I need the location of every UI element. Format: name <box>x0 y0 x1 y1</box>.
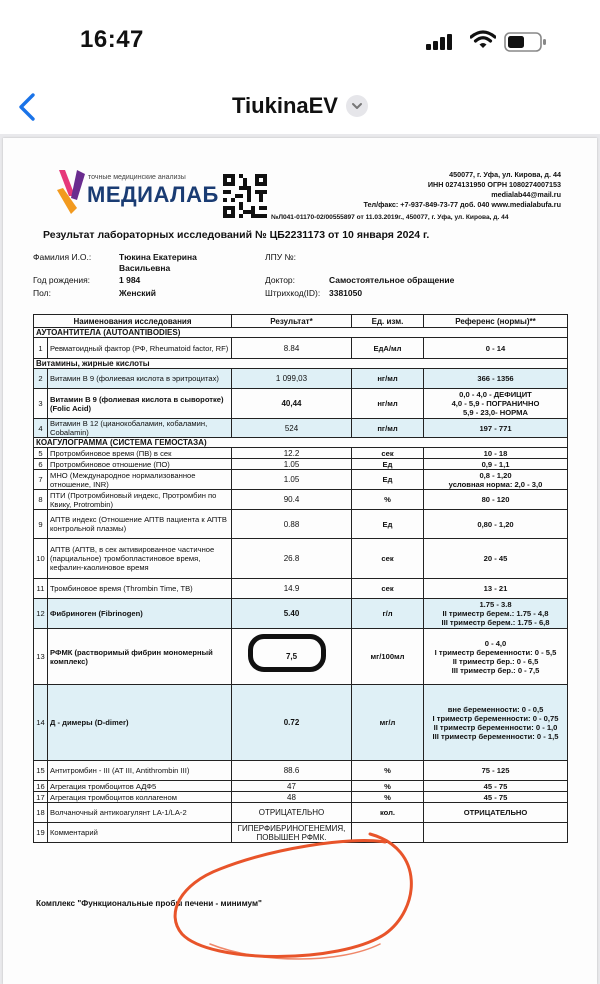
test-unit: г/л <box>352 599 424 629</box>
lab-address: 450077, г. Уфа, ул. Кирова, д. 44 <box>449 170 561 179</box>
table-row <box>34 803 568 823</box>
test-result: 1.05 <box>232 470 352 490</box>
test-name: Агрегация тромбоцитов коллагеном <box>48 792 232 803</box>
orange-marker-circle <box>170 824 430 974</box>
navigation-bar <box>0 80 600 134</box>
test-unit: сек <box>352 539 424 579</box>
row-number: 4 <box>34 419 48 438</box>
wifi-icon <box>470 30 496 50</box>
test-reference: 0,0 - 4,0 - ДЕФИЦИТ 4,0 - 5,9 - ПОГРАНИЧНО 5,9 - 23,0- НОРМА <box>424 389 568 419</box>
test-result: 7,5 <box>232 629 352 685</box>
lab-license: №Л041-01170-02/00555897 от 11.03.2019г., 450077, г. Уфа, ул. Кирова, д. 44 <box>271 214 509 221</box>
test-name: АПТВ (АПТВ, в сек активированное частичное (парциальное) тромбопластиновое время, кефалин-каолиновое время <box>48 539 232 579</box>
doctor-value: Самостоятельное обращение <box>329 275 455 285</box>
table-row <box>34 510 568 539</box>
test-reference: 10 - 18 <box>424 448 568 459</box>
col-header-unit: Ед. изм. <box>352 315 424 328</box>
table-row <box>34 579 568 599</box>
sex-label: Пол: <box>33 288 51 298</box>
row-number: 13 <box>34 629 48 685</box>
test-result: 88.6 <box>232 761 352 781</box>
test-name: Фибриноген (Fibrinogen) <box>48 599 232 629</box>
fio-label: Фамилия И.О.: <box>33 252 92 262</box>
test-reference: 0,8 - 1,20 условная норма: 2,0 - 3,0 <box>424 470 568 490</box>
col-header-name: Наименования исследования <box>34 315 232 328</box>
row-number: 5 <box>34 448 48 459</box>
barcode-label: Штрихкод(ID): <box>265 288 321 298</box>
test-reference: 75 - 125 <box>424 761 568 781</box>
test-unit: кол. <box>352 803 424 823</box>
test-unit: сек <box>352 448 424 459</box>
qr-code-icon <box>223 174 267 218</box>
test-reference: вне беременности: 0 - 0,5 I триместр беременности: 0 - 0,75 II триместр беременности: 0 - 1,0 III триместр беременности: 0 - 1,5 <box>424 685 568 761</box>
row-number: 11 <box>34 579 48 599</box>
row-number: 1 <box>34 338 48 359</box>
doctor-label: Доктор: <box>265 275 296 285</box>
brand-name: МЕДИАЛАБ <box>87 182 219 207</box>
test-reference: 1.75 - 3.8 II триместр берем.: 1.75 - 4,8 III триместр берем.: 1.75 - 6,8 <box>424 599 568 629</box>
test-reference: 0 - 14 <box>424 338 568 359</box>
section-vitamins: Витамины, жирные кислоты <box>34 359 568 369</box>
year-label: Год рождения: <box>33 275 91 285</box>
test-reference: 20 - 45 <box>424 539 568 579</box>
test-unit: Ед <box>352 459 424 470</box>
test-reference: 45 - 75 <box>424 792 568 803</box>
test-result: 0.72 <box>232 685 352 761</box>
test-name: МНО (Международное нормализованное отношение, INR) <box>48 470 232 490</box>
table-row <box>34 369 568 389</box>
status-time: 16:47 <box>80 26 144 53</box>
table-row <box>34 792 568 803</box>
test-unit: сек <box>352 579 424 599</box>
test-unit: нг/мл <box>352 389 424 419</box>
test-result: ОТРИЦАТЕЛЬНО <box>232 803 352 823</box>
row-number: 17 <box>34 792 48 803</box>
fio-value-2: Васильевна <box>119 263 171 273</box>
test-result: 40,44 <box>232 389 352 419</box>
test-name: ПТИ (Протромбиновый индекс, Протромбин по Квику, Protrombin) <box>48 490 232 510</box>
table-row <box>34 490 568 510</box>
test-name: Витамин В 9 (фолиевая кислота в эритроцитах) <box>48 369 232 389</box>
battery-icon <box>504 32 548 52</box>
row-number: 15 <box>34 761 48 781</box>
test-result: 1.05 <box>232 459 352 470</box>
test-name: Протромбиновое отношение (ПО) <box>48 459 232 470</box>
row-number: 10 <box>34 539 48 579</box>
test-name: Волчаночный антикоагулянт LA-1/LA-2 <box>48 803 232 823</box>
test-unit: ЕдА/мл <box>352 338 424 359</box>
test-result: 5.40 <box>232 599 352 629</box>
table-row <box>34 599 568 629</box>
test-reference: ОТРИЦАТЕЛЬНО <box>424 803 568 823</box>
lab-phone: Тел/факс: +7-937-849-73-77 доб. 040 www.medialabufa.ru <box>363 200 561 209</box>
lab-inn: ИНН 0274131950 ОГРН 1080274007153 <box>427 180 561 189</box>
table-header <box>34 315 568 328</box>
test-name: Комментарий <box>48 823 232 843</box>
test-result: 47 <box>232 781 352 792</box>
table-row <box>34 781 568 792</box>
row-number: 7 <box>34 470 48 490</box>
test-reference: 366 - 1356 <box>424 369 568 389</box>
fio-value: Тюкина Екатерина <box>119 252 197 262</box>
test-reference: 80 - 120 <box>424 490 568 510</box>
test-unit: мг/100мл <box>352 629 424 685</box>
test-unit: % <box>352 792 424 803</box>
row-number: 8 <box>34 490 48 510</box>
signal-icon <box>426 34 454 50</box>
test-unit: Ед <box>352 510 424 539</box>
test-reference: 0 - 4,0 I триместр беременности: 0 - 5,5 II триместр бер.: 0 - 6,5 III триместр бер.: 0 - 7,5 <box>424 629 568 685</box>
table-row <box>34 389 568 419</box>
test-result: 1 099,03 <box>232 369 352 389</box>
test-reference: 0,80 - 1,20 <box>424 510 568 539</box>
test-name: Протромбиновое время (ПВ) в сек <box>48 448 232 459</box>
test-result: ГИПЕРФИБРИНОГЕНЕМИЯ, ПОВЫШЕН РФМК. <box>232 823 352 843</box>
test-result: 90.4 <box>232 490 352 510</box>
col-header-reference: Референс (нормы)** <box>424 315 568 328</box>
table-row <box>34 685 568 761</box>
table-row <box>34 761 568 781</box>
test-unit: % <box>352 781 424 792</box>
table-row <box>34 419 568 438</box>
test-result: 26.8 <box>232 539 352 579</box>
test-reference: 197 - 771 <box>424 419 568 438</box>
chevron-down-icon[interactable] <box>346 95 368 117</box>
test-result: 14.9 <box>232 579 352 599</box>
test-unit: % <box>352 490 424 510</box>
test-name: Антитромбин - III (AT III, Antithrombin III) <box>48 761 232 781</box>
test-unit: Ед <box>352 470 424 490</box>
section-coagulogram: КОАГУЛОГРАММА (СИСТЕМА ГЕМОСТАЗА) <box>34 438 568 448</box>
lab-contacts <box>363 170 561 210</box>
row-number: 19 <box>34 823 48 843</box>
conversation-title[interactable] <box>0 92 600 119</box>
test-reference: 13 - 21 <box>424 579 568 599</box>
section-autoantibodies: АУТОАНТИТЕЛА (AUTOANTIBODIES) <box>34 328 568 338</box>
barcode-value: 3381050 <box>329 288 363 298</box>
black-marker-circle <box>248 634 326 672</box>
test-reference <box>424 823 568 843</box>
status-bar <box>0 0 600 80</box>
sex-value: Женский <box>119 288 156 298</box>
test-reference: 45 - 75 <box>424 781 568 792</box>
test-unit: пг/мл <box>352 419 424 438</box>
test-result: 8.84 <box>232 338 352 359</box>
test-name: Д - димеры (D-dimer) <box>48 685 232 761</box>
results-table <box>33 314 568 843</box>
row-number: 2 <box>34 369 48 389</box>
test-name: Агрегация тромбоцитов АДФ5 <box>48 781 232 792</box>
row-number: 3 <box>34 389 48 419</box>
row-number: 16 <box>34 781 48 792</box>
brand-tagline: точные медицинские анализы <box>88 174 186 181</box>
test-result: 48 <box>232 792 352 803</box>
table-row <box>34 338 568 359</box>
row-number: 14 <box>34 685 48 761</box>
test-result: 0.88 <box>232 510 352 539</box>
lpu-label: ЛПУ №: <box>265 252 296 262</box>
test-name: АПТВ индекс (Отношение АПТВ пациента к АПТВ контрольной плазмы) <box>48 510 232 539</box>
test-name: Ревматоидный фактор (РФ, Rheumatoid factor, RF) <box>48 338 232 359</box>
test-name: Тромбиновое время (Thrombin Time, TB) <box>48 579 232 599</box>
row-number: 9 <box>34 510 48 539</box>
table-row <box>34 470 568 490</box>
test-name: Витамин В 12 (цианокобаламин, кобаламин, Cobalamin) <box>48 419 232 438</box>
table-row <box>34 448 568 459</box>
table-row <box>34 539 568 579</box>
lab-email: medialab44@mail.ru <box>491 190 561 199</box>
row-number: 6 <box>34 459 48 470</box>
test-name: РФМК (растворимый фибрин мономерный комплекс) <box>48 629 232 685</box>
test-unit: % <box>352 761 424 781</box>
year-value: 1 984 <box>119 275 141 285</box>
test-unit: нг/мл <box>352 369 424 389</box>
test-reference: 0,9 - 1,1 <box>424 459 568 470</box>
complex-title: Комплекс "Функциональные пробы печени - минимум" <box>36 899 262 908</box>
report-title: Результат лабораторных исследований № ЦБ2231173 от 10 января 2024 г. <box>43 229 430 241</box>
col-header-result: Результат* <box>232 315 352 328</box>
test-name: Витамин В 9 (фолиевая кислота в сыворотке) (Folic Acid) <box>48 389 232 419</box>
title-text: TiukinaEV <box>232 93 338 119</box>
test-unit: мг/л <box>352 685 424 761</box>
row-number: 18 <box>34 803 48 823</box>
test-result: 12.2 <box>232 448 352 459</box>
row-number: 12 <box>34 599 48 629</box>
table-row <box>34 459 568 470</box>
test-result: 524 <box>232 419 352 438</box>
medialab-logo-icon <box>55 168 91 218</box>
